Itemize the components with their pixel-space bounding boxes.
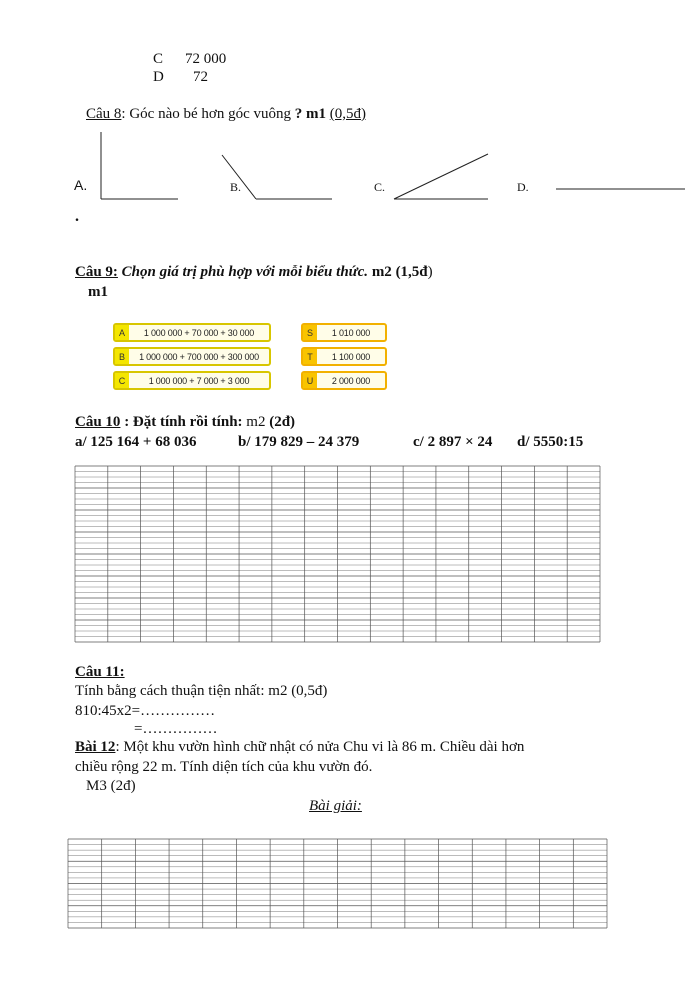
match-tag: S [303, 325, 317, 340]
q8-qmark: ? [294, 106, 303, 122]
match-expr: 1 000 000 + 7 000 + 3 000 [148, 375, 250, 386]
q11-line-1[interactable]: 810:45x2=…………… [75, 703, 216, 719]
q12-text-2: chiều rộng 22 m. Tính diện tích của khu vườn đó. [75, 759, 373, 775]
option-value: 72 [193, 69, 208, 85]
q8-points: (0,5đ) [329, 106, 366, 122]
match-tag: A [115, 325, 129, 340]
q10-text: : Đặt tính rồi tính: [120, 414, 243, 430]
q9-label: Câu 9: [75, 264, 118, 280]
option-letter: D [153, 69, 164, 85]
q8-option-a: A. [74, 177, 88, 193]
q9-level: m2 [371, 264, 392, 280]
q11-instruction: Tính bằng cách thuận tiện nhất: m2 (0,5đ) [75, 683, 328, 699]
q10-level: m2 [242, 414, 266, 430]
match-tag: B [115, 349, 129, 364]
q10-exercise-a: a/ 125 164 + 68 036 [75, 434, 197, 450]
match-tag: C [115, 373, 129, 388]
q10-label: Câu 10 [75, 414, 121, 430]
q10-exercise-c: c/ 2 897 × 24 [413, 434, 493, 450]
q10-exercise-b: b/ 179 829 – 24 379 [238, 434, 360, 450]
q9-points: (1,5đ [395, 264, 428, 280]
q8-text: : Góc nào bé hơn góc vuông [121, 106, 295, 122]
q10-points: (2đ) [269, 414, 296, 430]
q12-label: Bài 12 [75, 739, 116, 755]
match-value: 2 000 000 [331, 375, 371, 386]
match-value: 1 100 000 [331, 351, 371, 362]
q8-option-d: D. [517, 180, 529, 194]
q8-level: m1 [306, 106, 326, 122]
match-tag: U [303, 373, 317, 388]
q8-option-b: B. [230, 180, 242, 194]
option-value: 72 000 [185, 51, 227, 67]
solution-title: Bài giải: [309, 798, 362, 814]
match-value: 1 010 000 [331, 327, 371, 338]
match-expr: 1 000 000 + 70 000 + 30 000 [143, 327, 255, 338]
q9-text: Chọn giá trị phù hợp với mỗi biểu thức. [121, 264, 369, 280]
q8-label: Câu 8 [86, 106, 122, 122]
q12-text-1: : Một khu vườn hình chữ nhật có nửa Chu vi là 86 m. Chiều dài hơn [115, 739, 525, 755]
q8-dot: . [75, 208, 79, 225]
q9-sublevel: m1 [88, 284, 108, 300]
match-tag: T [303, 349, 317, 364]
q10-exercise-d: d/ 5550:15 [517, 434, 584, 450]
q11-label: Câu 11: [75, 664, 125, 680]
option-letter: C [153, 51, 164, 67]
q8-option-c: C. [374, 180, 386, 194]
match-expr: 1 000 000 + 700 000 + 300 000 [139, 351, 259, 362]
q9-close-paren: ) [427, 264, 433, 280]
q12-level: M3 (2đ) [86, 778, 136, 794]
q11-line-2[interactable]: =…………… [134, 721, 218, 737]
